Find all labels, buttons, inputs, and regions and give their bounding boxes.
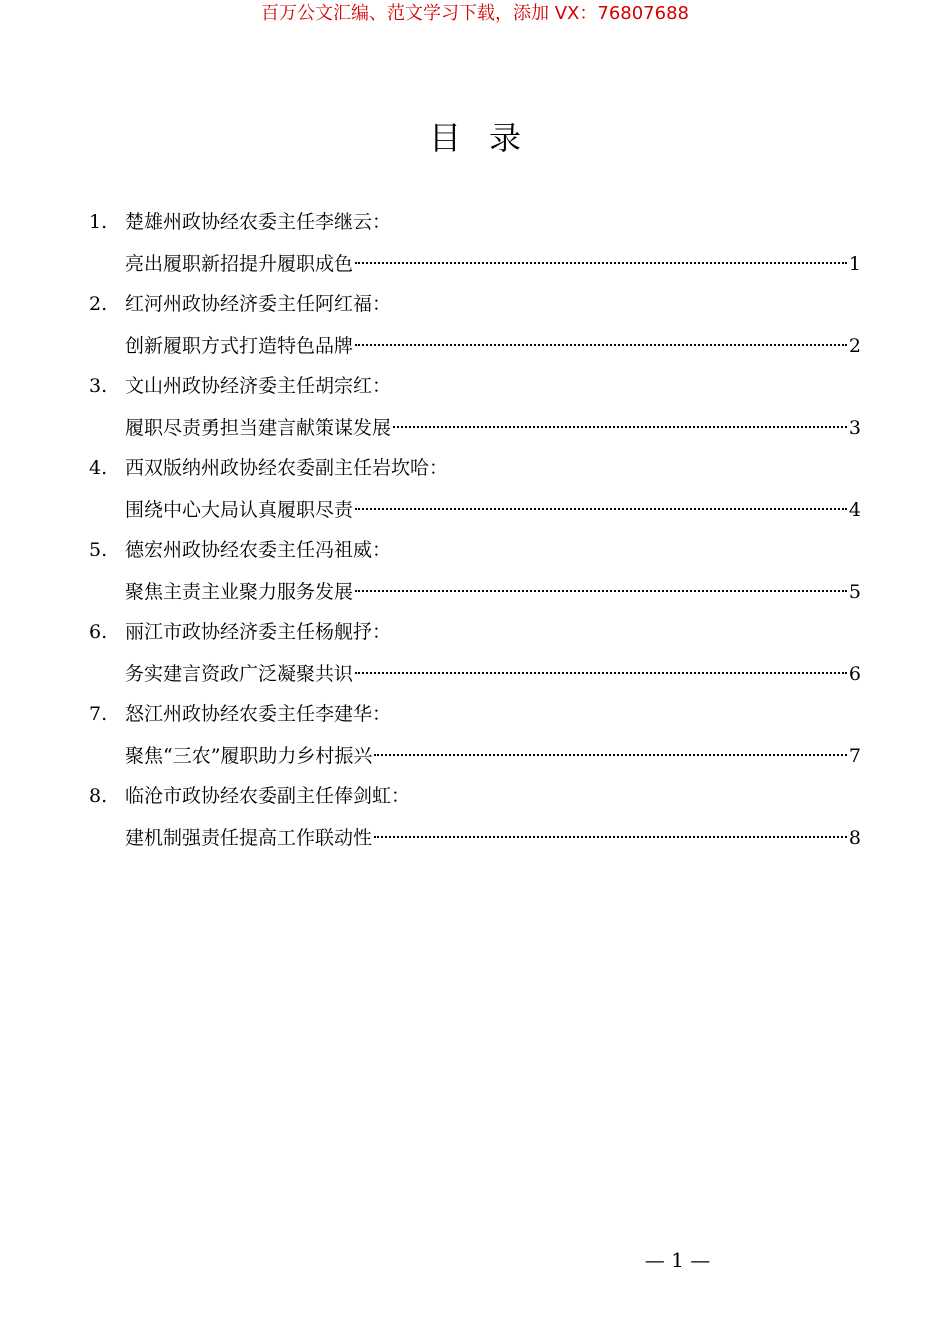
toc-entry-author: 丽江市政协经济委主任杨舰抒： <box>125 621 392 643</box>
table-of-contents <box>89 204 861 860</box>
toc-entry-heading <box>89 618 391 646</box>
toc-entry[interactable] <box>89 532 861 614</box>
toc-entry-line <box>125 824 861 852</box>
toc-entry-line <box>125 660 861 688</box>
dot-leader <box>355 508 847 510</box>
toc-entry-line <box>125 332 861 360</box>
dot-leader <box>355 590 847 592</box>
dot-leader <box>374 836 847 838</box>
toc-entry-title: 聚焦“三农”履职助力乡村振兴 <box>125 745 373 767</box>
page-number: — 1 — <box>644 1248 711 1272</box>
toc-entry-line <box>125 496 861 524</box>
toc-entry-number: 3. <box>89 375 108 397</box>
toc-entry-author: 怒江州政协经农委主任李建华： <box>125 703 392 725</box>
toc-entry-line <box>125 414 861 442</box>
toc-entry-heading <box>89 454 448 482</box>
toc-entry-page: 5 <box>848 581 861 603</box>
toc-entry[interactable] <box>89 204 861 286</box>
dot-leader <box>374 754 846 756</box>
toc-entry-author: 德宏州政协经农委主任冯祖威： <box>125 539 392 561</box>
toc-entry-heading <box>89 536 391 564</box>
toc-entry-title: 履职尽责勇担当建言献策谋发展 <box>125 417 392 439</box>
watermark-banner: 百万公文汇编、范文学习下载，添加 VX：76807688 <box>261 3 689 24</box>
dot-leader <box>355 672 847 674</box>
dot-leader <box>355 344 847 346</box>
toc-entry-page: 3 <box>848 417 861 439</box>
toc-entry-number: 7. <box>89 703 108 725</box>
toc-entry-page: 6 <box>848 663 861 685</box>
toc-entry-number: 8. <box>89 785 108 807</box>
dot-leader <box>355 262 847 264</box>
toc-entry[interactable] <box>89 450 861 532</box>
toc-entry-page: 1 <box>848 253 861 275</box>
toc-entry-author: 西双版纳州政协经农委副主任岩坎哈： <box>125 457 449 479</box>
toc-entry-line <box>125 250 861 278</box>
toc-entry-title: 务实建言资政广泛凝聚共识 <box>125 663 354 685</box>
toc-entry-author: 文山州政协经济委主任胡宗红： <box>125 375 392 397</box>
page-title: 目录 <box>428 119 549 157</box>
toc-entry-title: 亮出履职新招提升履职成色 <box>125 253 354 275</box>
toc-entry[interactable] <box>89 614 861 696</box>
toc-entry-line <box>125 578 861 606</box>
toc-entry-page: 7 <box>848 745 861 767</box>
dot-leader <box>393 426 847 428</box>
toc-entry-title: 创新履职方式打造特色品牌 <box>125 335 354 357</box>
toc-entry-author: 红河州政协经济委主任阿红福： <box>125 293 392 315</box>
toc-entry-heading <box>89 290 391 318</box>
toc-entry-page: 2 <box>848 335 861 357</box>
toc-entry-author: 楚雄州政协经农委主任李继云： <box>125 211 392 233</box>
toc-entry-number: 6. <box>89 621 108 643</box>
toc-entry-line <box>125 742 861 770</box>
toc-entry[interactable] <box>89 696 861 778</box>
toc-entry-author: 临沧市政协经农委副主任俸剑虹： <box>125 785 411 807</box>
toc-entry[interactable] <box>89 368 861 450</box>
toc-entry-number: 1. <box>89 211 108 233</box>
toc-entry-page: 8 <box>848 827 861 849</box>
toc-entry-page: 4 <box>848 499 861 521</box>
toc-entry-title: 聚焦主责主业聚力服务发展 <box>125 581 354 603</box>
toc-entry[interactable] <box>89 778 861 860</box>
toc-entry-heading <box>89 372 391 400</box>
toc-entry-number: 5. <box>89 539 108 561</box>
toc-entry-title: 围绕中心大局认真履职尽责 <box>125 499 354 521</box>
toc-entry-heading <box>89 782 410 810</box>
toc-entry[interactable] <box>89 286 861 368</box>
toc-entry-heading <box>89 208 391 236</box>
toc-entry-heading <box>89 700 391 728</box>
toc-entry-title: 建机制强责任提高工作联动性 <box>125 827 373 849</box>
toc-entry-number: 2. <box>89 293 108 315</box>
toc-entry-number: 4. <box>89 457 108 479</box>
